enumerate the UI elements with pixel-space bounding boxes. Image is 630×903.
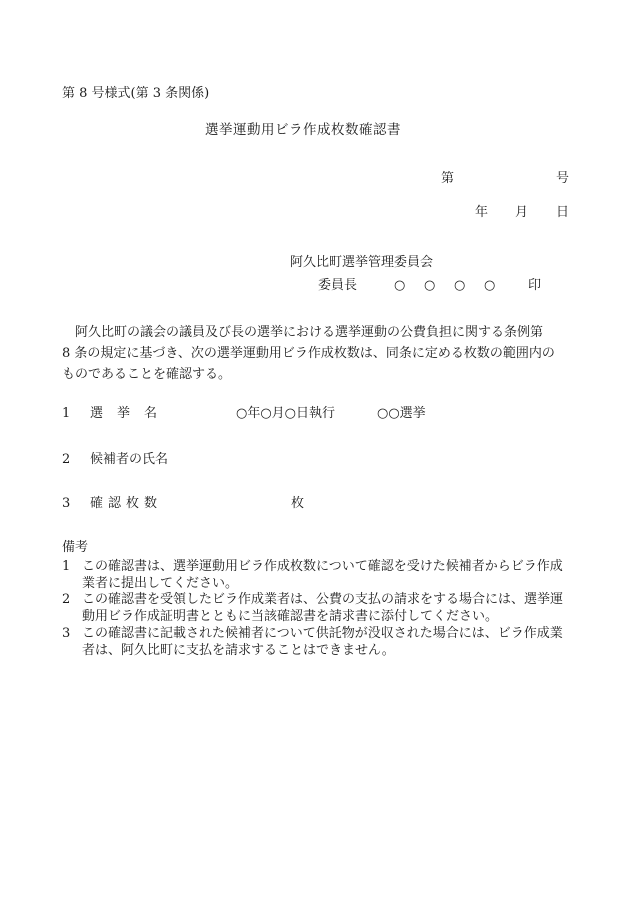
note-text: この確認書を受領したビラ作成業者は、公費の支払の請求をする場合には、選挙運動用ビラ作成証明書とともに当該確認書を請求書に添付してください。: [82, 592, 564, 624]
item-2-label: 候補者の氏名: [90, 452, 169, 467]
item-3-unit: 枚: [291, 496, 305, 511]
item-1-election-name: ○○選挙: [377, 406, 426, 421]
doc-number-prefix: 第: [441, 171, 455, 186]
body-line: ものであることを確認する。: [62, 367, 232, 382]
doc-number-suffix: 号: [556, 171, 570, 186]
note-item: [62, 559, 574, 592]
note-number: 3: [62, 626, 71, 641]
item-1-election-date: ○年○月○日執行: [236, 406, 336, 421]
name-circle: ○: [484, 278, 496, 293]
item-1-label: 選挙名: [90, 406, 172, 421]
note-text: この確認書に記載された候補者について供託物が没収された場合には、ビラ作成業者は、阿久比町に支払を請求することはできません。: [82, 626, 563, 658]
issuer-organization: 阿久比町選挙管理委員会: [290, 255, 434, 270]
document-title: 選挙運動用ビラ作成枚数確認書: [205, 122, 401, 138]
body-paragraph: [62, 322, 570, 385]
notes-heading: 備考: [62, 540, 89, 555]
note-item: [62, 592, 574, 625]
issuer-name-placeholder: [394, 279, 514, 292]
item-1-number: 1: [62, 406, 71, 421]
form-number: 第 8 号様式(第 3 条関係): [62, 86, 210, 101]
name-circle: ○: [424, 278, 436, 293]
date-month: 月: [515, 205, 529, 220]
item-3-label: 確認枚数: [90, 496, 163, 511]
name-circle: ○: [454, 278, 466, 293]
note-number: 1: [62, 559, 71, 574]
seal-mark: 印: [528, 278, 542, 293]
note-number: 2: [62, 592, 71, 607]
note-item: [62, 626, 574, 659]
body-line: 8 条の規定に基づき、次の選挙運動用ビラ作成枚数は、同条に定める枚数の範囲内の: [62, 346, 555, 361]
item-2-number: 2: [62, 452, 71, 467]
date-day: 日: [556, 205, 570, 220]
body-line: 阿久比町の議会の議員及び長の選挙における選挙運動の公費負担に関する条例第: [75, 325, 544, 340]
name-circle: ○: [394, 278, 406, 293]
note-text: この確認書は、選挙運動用ビラ作成枚数について確認を受けた候補者からビラ作成業者に提出してください。: [82, 559, 563, 591]
date-year: 年: [475, 205, 489, 220]
item-3-number: 3: [62, 496, 71, 511]
issuer-title: 委員長: [318, 278, 358, 293]
